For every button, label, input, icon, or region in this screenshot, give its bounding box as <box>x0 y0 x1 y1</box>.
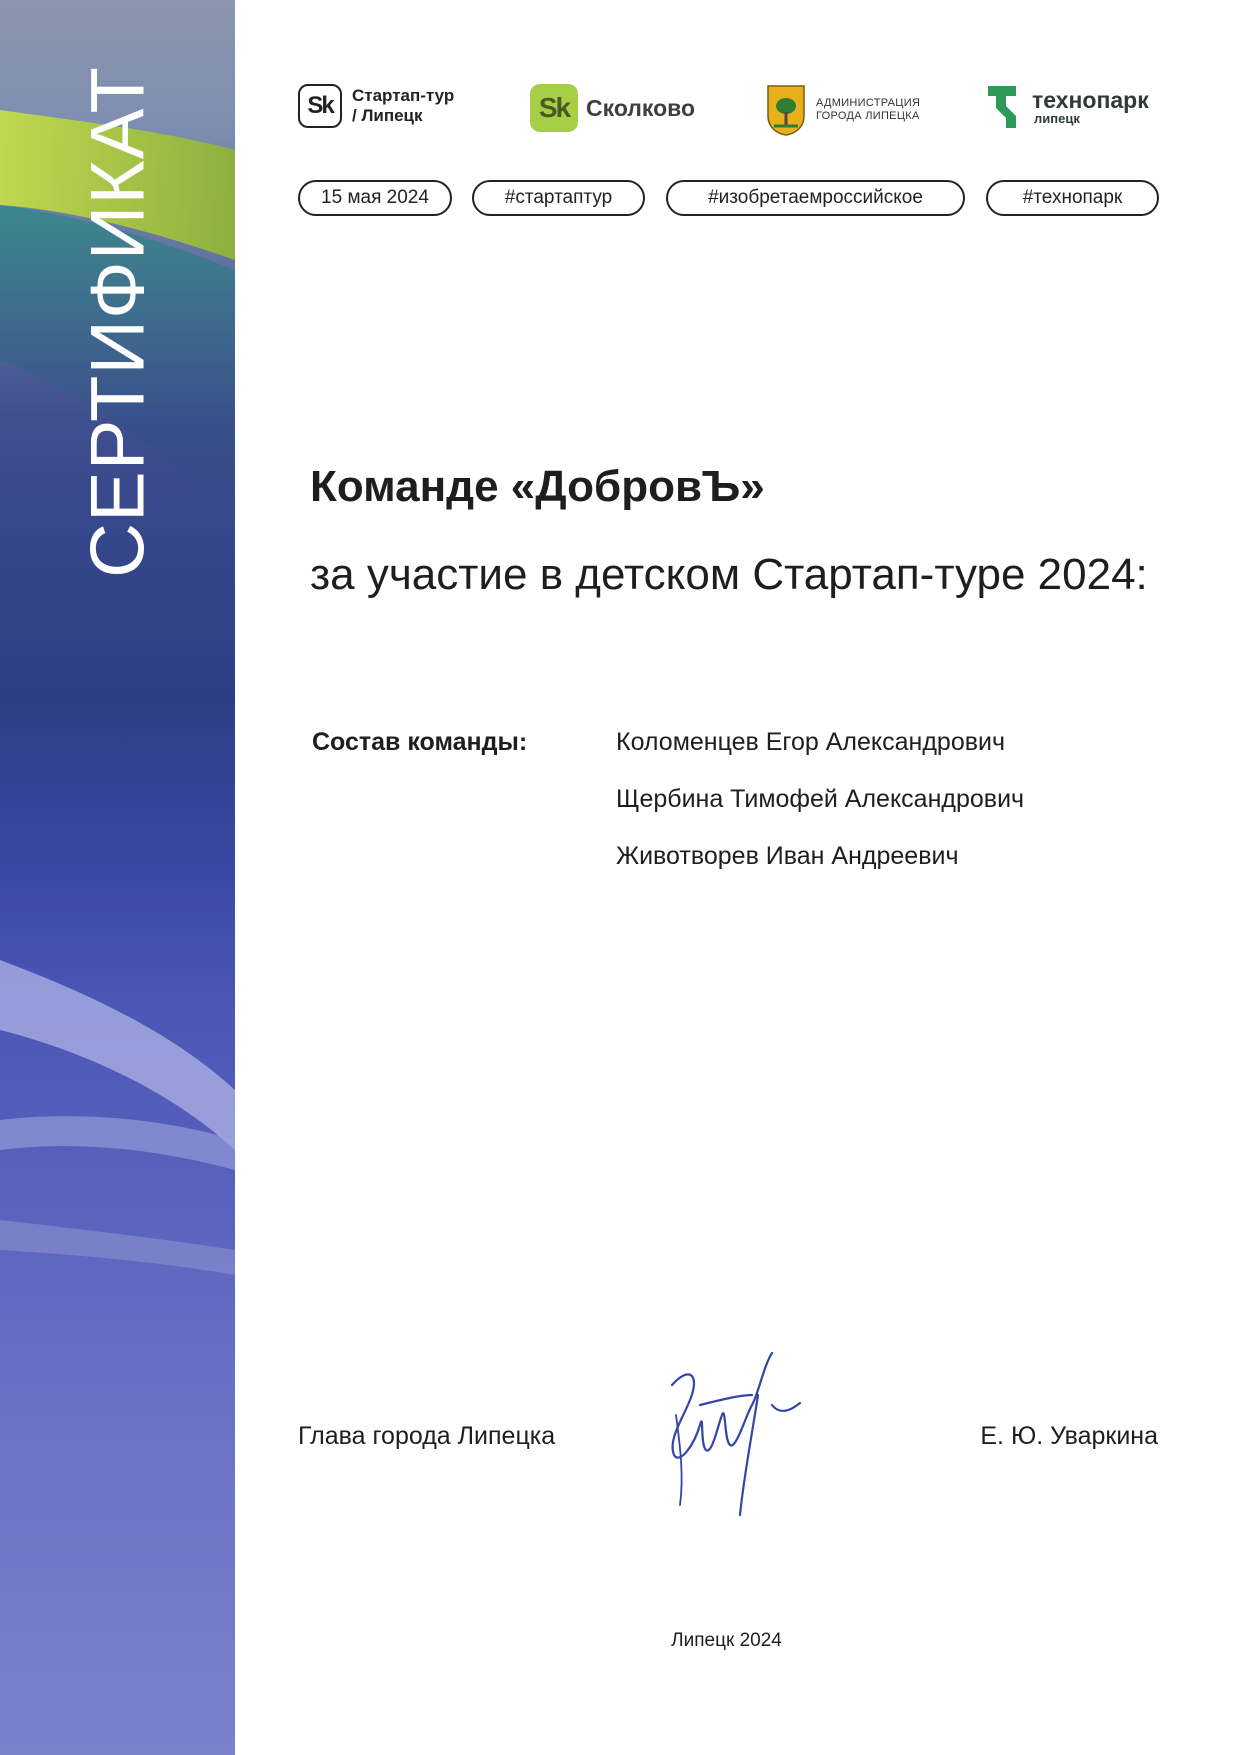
skolkovo-logo <box>530 84 695 132</box>
startup-tour-line1: Стартап-тур <box>352 86 455 105</box>
technopark-sub: липецк <box>1034 110 1080 126</box>
certificate-title-text: СЕРТИФИКАТ <box>75 66 161 578</box>
technopark-logo <box>986 84 1149 130</box>
technopark-text <box>1032 86 1149 126</box>
side-band <box>0 0 235 1755</box>
city-coat-of-arms-icon <box>766 84 806 136</box>
team-member: Коломенцев Егор Александрович <box>616 728 1006 756</box>
administration-line1: АДМИНИСТРАЦИЯ <box>816 97 921 109</box>
signatory-name: Е. Ю. Уваркина <box>980 1422 1158 1450</box>
technopark-name: технопарк <box>1032 86 1149 113</box>
footer-place-year: Липецк 2024 <box>671 1630 782 1651</box>
tag-technopark: #технопарк <box>986 180 1159 216</box>
administration-text <box>816 97 920 123</box>
startup-tour-text <box>352 86 454 126</box>
skolkovo-mark: Sk <box>530 84 578 132</box>
logos-row <box>298 84 1160 144</box>
certificate-title <box>0 0 235 600</box>
administration-logo <box>766 84 920 136</box>
certificate-reason: за участие в детском Стартап-туре 2024: <box>310 550 1148 599</box>
technopark-mark-icon <box>986 84 1026 130</box>
signatory-position: Глава города Липецка <box>298 1422 556 1450</box>
startup-tour-mark: Sk <box>298 84 342 128</box>
handwritten-signature <box>660 1345 840 1525</box>
team-member: Животворев Иван Андреевич <box>616 842 959 870</box>
team-label: Состав команды: <box>312 728 528 756</box>
tag-date: 15 мая 2024 <box>298 180 452 216</box>
tags-row <box>0 180 1242 220</box>
tag-inventing-russian: #изобретаемроссийское <box>666 180 965 216</box>
footer <box>0 1630 1242 1652</box>
startup-tour-line2: / Липецк <box>352 106 423 125</box>
administration-line2: ГОРОДА ЛИПЕЦКА <box>816 110 920 122</box>
skolkovo-name: Сколково <box>586 94 696 121</box>
team-members-list <box>616 728 1024 899</box>
team-member: Щербина Тимофей Александрович <box>616 785 1025 813</box>
tag-startuptour: #стартаптур <box>472 180 645 216</box>
certificate-recipient: Команде «ДобровЪ» <box>310 462 765 511</box>
startup-tour-logo <box>298 84 454 128</box>
